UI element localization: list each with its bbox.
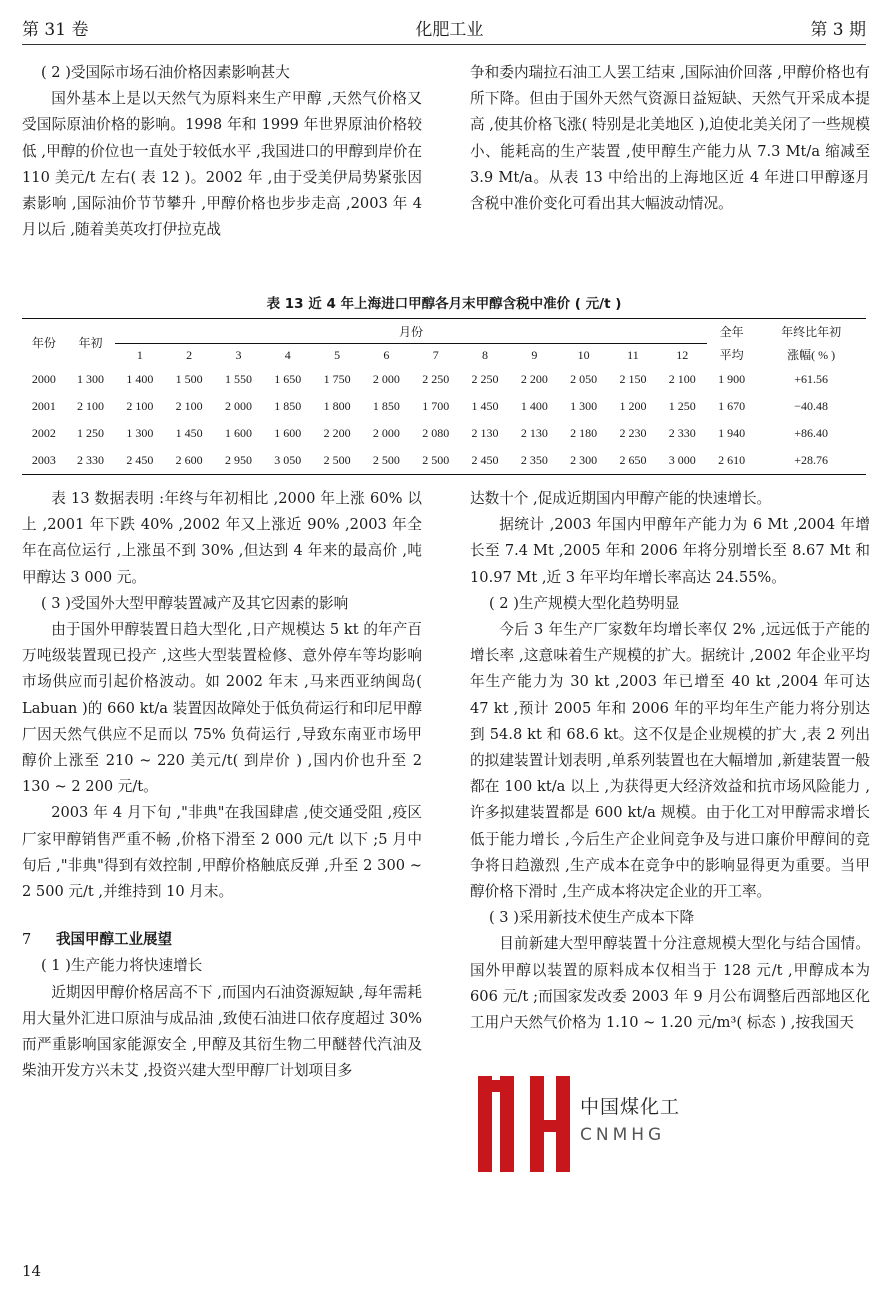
cell-month: 1 200 bbox=[619, 399, 647, 413]
cell-month: 1 550 bbox=[224, 372, 252, 386]
cell-month: 2 100 bbox=[126, 399, 154, 413]
cell-month: 1 600 bbox=[274, 426, 302, 440]
cell-month: 1 800 bbox=[323, 399, 351, 413]
cell-change: +28.76 bbox=[756, 447, 866, 475]
cell-month: 2 650 bbox=[608, 447, 657, 475]
cell-year: 2000 bbox=[31, 372, 56, 386]
cell-month: 2 000 bbox=[372, 372, 400, 386]
month-header: 10 bbox=[577, 347, 590, 362]
table-caption: 表 13 近 4 年上海进口甲醇各月末甲醇含税中准价 ( 元/t ) bbox=[266, 296, 622, 312]
paragraph: 2003 年 4 月下旬 ,"非典"在我国肆虐 ,使交通受阻 ,疫区厂家甲醇销售严重不畅 ,价格下滑至 2 000 元/t 以下 ;5 月中旬后 ,"非典"得到有效控制 ,甲醇价格触底反弹 ,升至 2 300 ~ 2 500 元/t ,并维持到 10 月末。 bbox=[22, 804, 422, 901]
cell-month: 2 300 bbox=[559, 447, 608, 475]
paragraph: 近期因甲醇价格居高不下 ,而国内石油资源短缺 ,每年需耗用大量外汇进口原油与成品油 ,致使石油进口依存度超过 30% 而严重影响国家能源安全 ,甲醇及其衍生物二甲醚替代汽油及柴油开发方兴未艾 ,投资兴建大型甲醇厂计划项目多 bbox=[22, 983, 422, 1080]
cell-month: 1 450 bbox=[175, 426, 203, 440]
cell-month: 2 230 bbox=[619, 426, 647, 440]
header-avg: 全年 bbox=[707, 319, 756, 344]
cell-month: 2 130 bbox=[471, 426, 499, 440]
cell-month: 2 250 bbox=[471, 372, 499, 386]
month-header: 7 bbox=[432, 347, 439, 362]
cell-month: 1 250 bbox=[668, 399, 696, 413]
month-header: 4 bbox=[284, 347, 291, 362]
cell-change: +61.56 bbox=[794, 372, 828, 386]
cell-month: 1 400 bbox=[126, 372, 154, 386]
subhead-oil-price: ( 2 )受国际市场石油价格因素影响甚大 bbox=[40, 64, 290, 81]
month-header: 1 bbox=[136, 347, 143, 362]
header-change-2: 涨幅( % ) bbox=[787, 348, 836, 363]
paragraph: 目前新建大型甲醇装置十分注意规模大型化与结合国情。国外甲醇以装置的原料成本仅相当于 128 元/t ,甲醇成本为 606 元/t ;而国家发改委 2003 年 9 月公布调整后西部地区化工用户天然气价格为 1.10 ~ 1.20 元/m³( 标态 ) ,按我国天 bbox=[470, 935, 870, 1032]
cell-month: 2 350 bbox=[510, 447, 559, 475]
header-volume: 第 31 卷 bbox=[22, 19, 89, 40]
section-heading bbox=[22, 927, 422, 953]
cell-month: 2 000 bbox=[224, 399, 252, 413]
left-column-bottom bbox=[22, 486, 422, 1084]
section-title: 我国甲醇工业展望 bbox=[56, 932, 172, 949]
header-rule bbox=[22, 44, 866, 45]
cell-month: 2 180 bbox=[570, 426, 598, 440]
cell-month: 2 080 bbox=[422, 426, 450, 440]
cell-avg: 2 610 bbox=[707, 447, 756, 475]
cell-year: 2002 bbox=[31, 426, 56, 440]
cell-avg: 1 670 bbox=[718, 399, 746, 413]
cell-month: 1 750 bbox=[323, 372, 351, 386]
cell-month: 2 450 bbox=[460, 447, 509, 475]
paragraph: 今后 3 年生产厂家数年均增长率仅 2% ,远远低于产能的增长率 ,这意味着生产规模的扩大。据统计 ,2002 年企业平均年生产能力为 30 kt ,2003 年已增至 40 kt ,2004 年可达 47 kt ,预计 2005 年和 2006 年的平均年生产能力将分别达到 54.8 kt 和 68.6 kt。这不仅是企业规模的扩大 ,表 2 列出的拟建装置计划表明 ,单系列装置也在大幅增加 ,新建装置一般都在 100 kt/a 以上 ,为获得更大经济效益和抗市场风险能力 ,许多拟建装置都是 600 kt/a 规模。由于化工对甲醇需求增长低于能力增长 ,今后生产企业间竞争及与进口廉价甲醇间的竞争将日趋激烈 ,生产成本在竞争中的影响显得更为重要。当甲醇价格下滑时 ,生产成本将决定企业的开工率。 bbox=[470, 621, 870, 901]
cell-month: 2 200 bbox=[520, 372, 548, 386]
cell-change: +86.40 bbox=[794, 426, 828, 440]
right-column-bottom bbox=[470, 486, 870, 1036]
cell-month: 2 330 bbox=[668, 426, 696, 440]
paragraph: 由于国外甲醇装置日趋大型化 ,日产规模达 5 kt 的年产百万吨级装置现已投产 ,这些大型装置检修、意外停车等均影响市场供应而引起价格波动。如 2002 年末 ,马来西亚纳闽岛( Labuan )的 660 kt/a 装置因故障处于低负荷运行和印尼甲醇厂因天然气供应不足而以 75% 负荷运行 ,导致东南亚市场甲醇价上涨至 210 ~ 220 美元/t( 到岸价 ) ,国内价也升至 2 130 ~ 2 200 元/t。 bbox=[22, 621, 422, 796]
table-row bbox=[22, 366, 866, 393]
cell-start: 2 100 bbox=[77, 399, 105, 413]
cnmhg-logo-icon bbox=[470, 1074, 576, 1178]
month-header: 12 bbox=[676, 347, 689, 362]
subhead-new-tech: ( 3 )采用新技术使生产成本下降 bbox=[488, 909, 695, 927]
page-number: 14 bbox=[22, 1262, 42, 1280]
cell-month: 1 850 bbox=[274, 399, 302, 413]
header-issue: 第 3 期 bbox=[810, 19, 866, 40]
cell-start: 1 250 bbox=[77, 426, 105, 440]
header-change: 年终比年初 bbox=[756, 319, 866, 344]
header-avg-2: 平均 bbox=[719, 348, 744, 363]
cell-month: 2 500 bbox=[362, 447, 411, 475]
cell-month: 2 500 bbox=[312, 447, 361, 475]
subhead-scale: ( 2 )生产规模大型化趋势明显 bbox=[488, 594, 680, 612]
cell-month: 2 950 bbox=[214, 447, 263, 475]
cell-avg: 1 940 bbox=[718, 426, 746, 440]
cell-month: 1 300 bbox=[570, 399, 598, 413]
cell-month: 2 000 bbox=[372, 426, 400, 440]
running-header bbox=[22, 14, 866, 40]
table-row bbox=[22, 420, 866, 447]
cell-month: 2 050 bbox=[570, 372, 598, 386]
table-row bbox=[22, 393, 866, 420]
cell-month: 2 250 bbox=[422, 372, 450, 386]
header-journal: 化肥工业 bbox=[415, 19, 484, 40]
month-header: 9 bbox=[531, 347, 538, 362]
cell-start: 1 300 bbox=[77, 372, 105, 386]
cell-month: 1 650 bbox=[274, 372, 302, 386]
month-header: 2 bbox=[186, 347, 193, 362]
paragraph: 争和委内瑞拉石油工人罢工结束 ,国际油价回落 ,甲醇价格也有所下降。但由于国外天然气资源日益短缺、天然气开采成本提高 ,使其价格飞涨( 特别是北美地区 ),迫使北美关闭了一些规模小、能耗高的生产装置 ,使甲醇生产能力从 7.3 Mt/a 缩减至 3.9 Mt/a。从表 13 中给出的上海地区近 4 年进口甲醇逐月含税中准价变化可看出其大幅波动情况。 bbox=[470, 64, 870, 213]
cell-month: 2 200 bbox=[323, 426, 351, 440]
watermark-en: CNMHG bbox=[580, 1125, 666, 1145]
section-number: 7 bbox=[22, 932, 32, 949]
paragraph: 据统计 ,2003 年国内甲醇年产能力为 6 Mt ,2004 年增长至 7.4 Mt ,2005 年和 2006 年将分别增长至 8.67 Mt 和 10.97 Mt ,近 3 年平均年增长率高达 24.55%。 bbox=[470, 516, 870, 586]
month-header: 6 bbox=[383, 347, 390, 362]
month-header: 5 bbox=[334, 347, 341, 362]
paragraph: 达数十个 ,促成近期国内甲醇产能的快速增长。 bbox=[470, 490, 772, 507]
cell-month: 1 600 bbox=[224, 426, 252, 440]
right-column-top bbox=[470, 60, 870, 217]
price-table bbox=[22, 318, 866, 475]
subhead-other-factors: ( 3 )受国外大型甲醇装置减产及其它因素的影响 bbox=[40, 594, 349, 612]
paragraph: 表 13 数据表明 :年终与年初相比 ,2000 年上涨 60% 以上 ,2001 年下跌 40% ,2002 年又上涨近 90% ,2003 年全年在高位运行 ,上涨虽不到 30% ,但达到 4 年来的最高价 ,吨甲醇达 3 000 元。 bbox=[22, 490, 422, 586]
cell-start: 2 330 bbox=[66, 447, 115, 475]
cell-month: 2 150 bbox=[619, 372, 647, 386]
left-column-top bbox=[22, 60, 422, 243]
cell-month: 2 100 bbox=[175, 399, 203, 413]
header-month: 月份 bbox=[115, 319, 707, 344]
cell-avg: 1 900 bbox=[718, 372, 746, 386]
watermark-logo bbox=[470, 1074, 696, 1178]
header-year: 年份 bbox=[22, 319, 66, 367]
cell-month: 3 000 bbox=[658, 447, 707, 475]
cell-year: 2003 bbox=[22, 447, 66, 475]
cell-month: 2 600 bbox=[164, 447, 213, 475]
cell-month: 2 450 bbox=[115, 447, 164, 475]
cell-change: −40.48 bbox=[794, 399, 828, 413]
cell-month: 2 500 bbox=[411, 447, 460, 475]
table-row bbox=[22, 447, 866, 475]
cell-month: 3 050 bbox=[263, 447, 312, 475]
cell-month: 1 400 bbox=[520, 399, 548, 413]
cell-month: 1 300 bbox=[126, 426, 154, 440]
cell-month: 1 450 bbox=[471, 399, 499, 413]
month-header: 11 bbox=[627, 347, 639, 362]
paragraph: 国外基本上是以天然气为原料来生产甲醇 ,天然气价格又受国际原油价格的影响。1998 年和 1999 年世界原油价格较低 ,甲醇的价位也一直处于较低水平 ,我国进口的甲醇到岸价在 110 美元/t 左右( 表 12 )。2002 年 ,由于受美伊局势紧张因素影响 ,国际油价节节攀升 ,甲醇价格也步步走高 ,2003 年 4 月以后 ,随着美英攻打伊拉克战 bbox=[22, 90, 422, 239]
month-header: 8 bbox=[482, 347, 489, 362]
cell-month: 1 500 bbox=[175, 372, 203, 386]
cell-month: 1 850 bbox=[372, 399, 400, 413]
month-header: 3 bbox=[235, 347, 242, 362]
watermark-cn: 中国煤化工 bbox=[580, 1096, 681, 1118]
subhead-capacity: ( 1 )生产能力将快速增长 bbox=[40, 957, 203, 975]
cell-month: 2 130 bbox=[520, 426, 548, 440]
cell-month: 2 100 bbox=[668, 372, 696, 386]
cell-year: 2001 bbox=[31, 399, 56, 413]
cell-month: 1 700 bbox=[422, 399, 450, 413]
header-start: 年初 bbox=[66, 319, 115, 367]
